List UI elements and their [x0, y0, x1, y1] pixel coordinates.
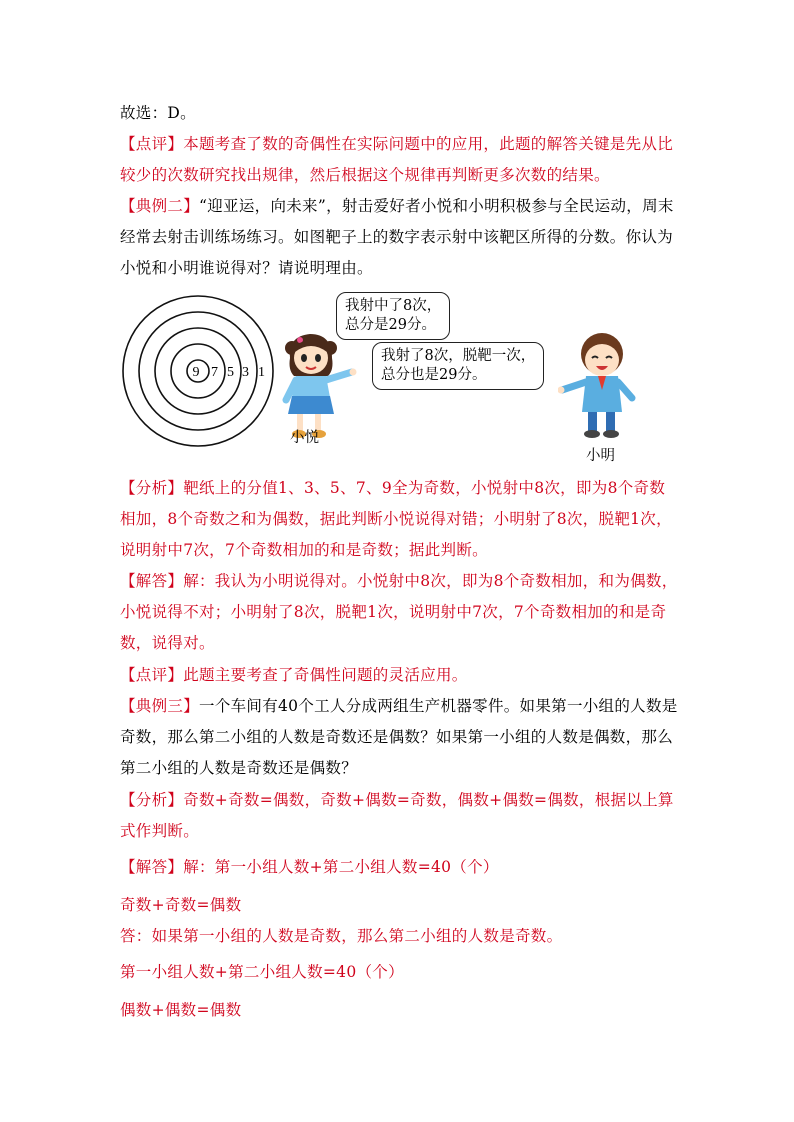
target-score-3: 3	[242, 365, 249, 380]
target-score-1: 1	[258, 365, 265, 380]
bubble-girl-line-2: 总分是29分。	[345, 317, 436, 333]
equation-total: 第一小组人数+第二小组人数=40（个）	[120, 963, 404, 981]
bubble-boy-line-1: 我射了8次，脱靶一次，	[381, 348, 536, 364]
equation-even-sum: 偶数+偶数=偶数	[120, 1001, 242, 1019]
example-3-text: 一个车间有40个工人分成两组生产机器零件。如果第一小组的人数是奇数，那么第二小组的人数是奇数还是偶数？如果第一小组的人数是偶数，那么第二小组的人数是奇数还是偶数？	[120, 697, 678, 777]
name-right: 小明	[586, 448, 615, 464]
solution-paragraph-1: 【解答】解：我认为小明说得对。小悦射中8次，即为8个奇数相加，和为偶数，小悦说得不对；小明射了8次，脱靶1次，说明射中7次，7个奇数相加的和是奇数，说得对。	[120, 572, 678, 652]
equation-odd-sum: 奇数+奇数=偶数	[120, 896, 242, 914]
analysis-paragraph-2: 【分析】奇数+奇数=偶数，奇数+偶数=奇数，偶数+偶数=偶数，根据以上算式作判断。	[120, 791, 674, 840]
name-left: 小悦	[290, 430, 319, 446]
answer-line-1: 答：如果第一小组的人数是奇数，那么第二小组的人数是奇数。	[120, 927, 563, 945]
comment-paragraph-2: 【点评】此题主要考查了奇偶性问题的灵活应用。	[120, 666, 468, 684]
speech-bubble-girl	[336, 292, 450, 340]
speech-bubble-boy	[372, 342, 544, 390]
bubble-girl-line-1: 我射中了8次，	[345, 298, 442, 314]
figure-shooting	[118, 290, 638, 465]
answer-choice: 故选：D。	[120, 104, 196, 122]
target-score-7: 7	[211, 365, 218, 380]
comment-paragraph-1: 【点评】本题考查了数的奇偶性在实际问题中的应用，此题的解答关键是先从比较少的次数研究找出规律，然后根据这个规律再判断更多次数的结果。	[120, 135, 674, 184]
bubble-boy-line-2: 总分也是29分。	[381, 367, 487, 383]
example-2-text: “迎亚运，向未来”，射击爱好者小悦和小明积极参与全民运动，周末经常去射击训练场练习。如图靶子上的数字表示射中该靶区所得的分数。你认为小悦和小明谁说得对？请说明理由。	[120, 197, 674, 277]
analysis-paragraph-1: 【分析】靶纸上的分值1、3、5、7、9全为奇数，小悦射中8次，即为8个奇数相加，8个奇数之和为偶数，据此判断小悦说得对错；小明射了8次，脱靶1次，说明射中7次，7个奇数相加的和是奇数；据此判断。	[120, 479, 672, 559]
example-3-tag: 【典例三】	[120, 697, 200, 715]
example-3-question	[120, 691, 680, 784]
example-2-question	[120, 191, 680, 284]
solution-paragraph-2: 【解答】解：第一小组人数+第二小组人数=40（个）	[120, 858, 499, 876]
boy-illustration	[558, 332, 638, 442]
example-2-tag: 【典例二】	[120, 197, 200, 215]
target-diagram	[118, 292, 278, 452]
target-score-9: 9	[192, 365, 200, 380]
target-score-5: 5	[227, 365, 234, 380]
